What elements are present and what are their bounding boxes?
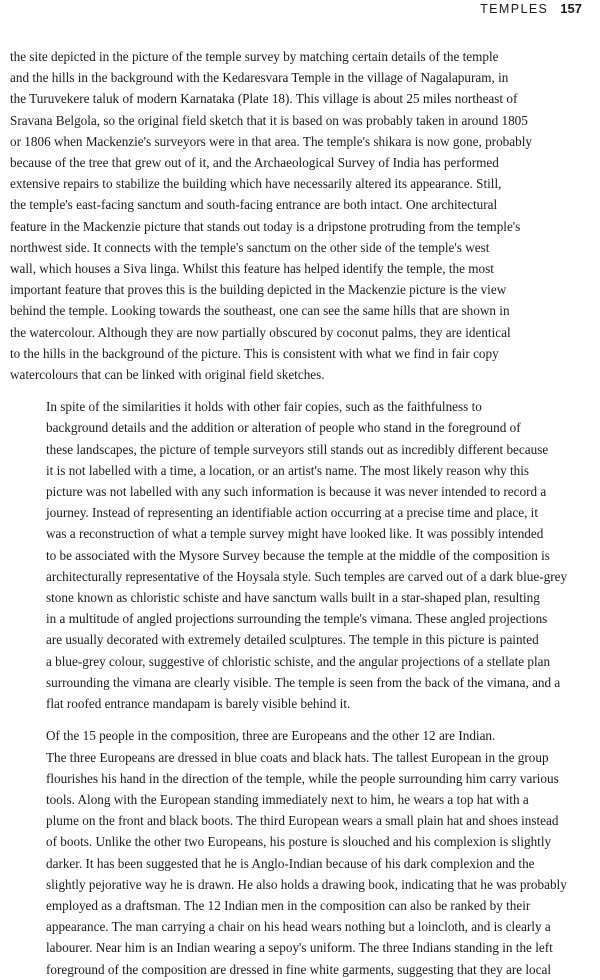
text-line: of boots. Unlike the other two Europeans, his posture is slouched and his complexion is slightly — [46, 834, 552, 850]
text-line: was a reconstruction of what a temple survey might have looked like. It was possibly intended — [46, 526, 544, 542]
text-line: these landscapes, the picture of temple surveyors still stands out as incredibly different because — [46, 441, 549, 457]
text-line: employed as a draftsman. The 12 Indian men in the composition can also be ranked by their — [46, 897, 531, 913]
text-line: feature in the Mackenzie picture that stands out today is a dripstone protruding from the temple's — [10, 218, 521, 234]
text-line: northwest side. It connects with the temple's sanctum on the other side of the temple's west — [10, 239, 490, 255]
section-title: TEMPLES — [480, 2, 549, 16]
text-line: the temple's east-facing sanctum and south-facing entrance are both intact. One architectural — [10, 197, 498, 213]
text-line: wall, which houses a Siva linga. Whilst this feature has helped identify the temple, the most — [10, 261, 494, 277]
text-line: background details and the addition or alteration of people who stand in the foreground of — [46, 420, 521, 436]
text-line: flat roofed entrance mandapam is barely visible behind it. — [46, 696, 351, 712]
text-line: journey. Instead of representing an identifiable action occurring at a precise time and place, it — [46, 505, 539, 521]
text-line: because of the tree that grew out of it, and the Archaeological Survey of India has performed — [10, 155, 499, 171]
text-line: Sravana Belgola, so the original field sketch that it is based on was probably taken in around 1805 — [10, 112, 528, 128]
paragraph-1 — [10, 46, 590, 385]
text-line: slightly pejorative way he is drawn. He also holds a drawing book, indicating that he was probably — [46, 876, 567, 892]
text-line: in a multitude of angled projections surrounding the temple's vimana. These angled projections — [46, 611, 548, 627]
text-line: behind the temple. Looking towards the southeast, one can see the same hills that are shown in — [10, 303, 510, 319]
text-line: darker. It has been suggested that he is Anglo-Indian because of his dark complexion and the — [46, 855, 535, 871]
text-line: a blue-grey colour, suggestive of chloristic schiste, and the angular projections of a stellate plan — [46, 653, 551, 669]
text-line: to the hills in the background of the picture. This is consistent with what we find in fair copy — [10, 345, 499, 361]
text-line: the site depicted in the picture of the temple survey by matching certain details of the temple — [10, 49, 499, 64]
text-line: surrounding the vimana are clearly visible. The temple is seen from the back of the vimana, and a — [46, 674, 561, 690]
text-line: are usually decorated with extremely detailed sculptures. The temple in this picture is painted — [46, 632, 539, 648]
text-line: stone known as chloristic schiste and have sanctum walls built in a star-shaped plan, resulting — [46, 590, 540, 606]
text-line: In spite of the similarities it holds with other fair copies, such as the faithfulness to — [46, 399, 482, 415]
text-line: tools. Along with the European standing immediately next to him, he wears a top hat with a — [46, 791, 529, 807]
text-line: The three Europeans are dressed in blue coats and black hats. The tallest European in the group — [46, 749, 549, 765]
text-line: or 1806 when Mackenzie's surveyors were in that area. The temple's shikara is now gone, probably — [10, 133, 532, 149]
text-line: the Turuvekere taluk of modern Karnataka (Plate 18). This village is about 25 miles northeast of — [10, 91, 518, 107]
text-line: watercolours that can be linked with original field sketches. — [10, 367, 325, 383]
text-line: important feature that proves this is the building depicted in the Mackenzie picture is the view — [10, 282, 507, 298]
text-line: labourer. Near him is an Indian wearing a sepoy's uniform. The three Indians standing in the left — [46, 940, 553, 956]
text-line: and the hills in the background with the Kedaresvara Temple in the village of Nagalapuram, in — [10, 70, 509, 86]
text-line: architecturally representative of the Hoysala style. Such temples are carved out of a dark blue-grey — [46, 568, 568, 584]
text-line: Of the 15 people in the composition, three are Europeans and the other 12 are Indian. — [46, 728, 496, 744]
text-line: appearance. The man carrying a chair on his head wears nothing but a loincloth, and is clearly a — [46, 919, 551, 935]
running-head — [480, 1, 582, 21]
text-line: picture was not labelled with any such information is because it was never intended to record a — [46, 484, 547, 500]
text-line: it is not labelled with a time, a location, or an artist's name. The most likely reason why this — [46, 462, 530, 478]
paragraph-2 — [10, 396, 590, 714]
text-line: the watercolour. Although they are now partially obscured by coconut palms, they are identical — [10, 324, 511, 340]
text-line: foreground of the composition are dressed in fine white garments, suggesting that they are local — [46, 961, 552, 977]
text-line: plume on the front and black boots. The third European wears a small plain hat and shoes instead — [46, 813, 559, 829]
paragraph-3 — [10, 725, 590, 979]
body-text — [10, 46, 590, 980]
page-number: 157 — [560, 1, 582, 16]
text-line: to be associated with the Mysore Survey because the temple at the middle of the composition is — [46, 547, 550, 563]
text-line: extensive repairs to stabilize the building which have necessarily altered its appearance. Still, — [10, 176, 502, 192]
text-line: flourishes his hand in the direction of the temple, while the people surrounding him carry various — [46, 770, 559, 786]
